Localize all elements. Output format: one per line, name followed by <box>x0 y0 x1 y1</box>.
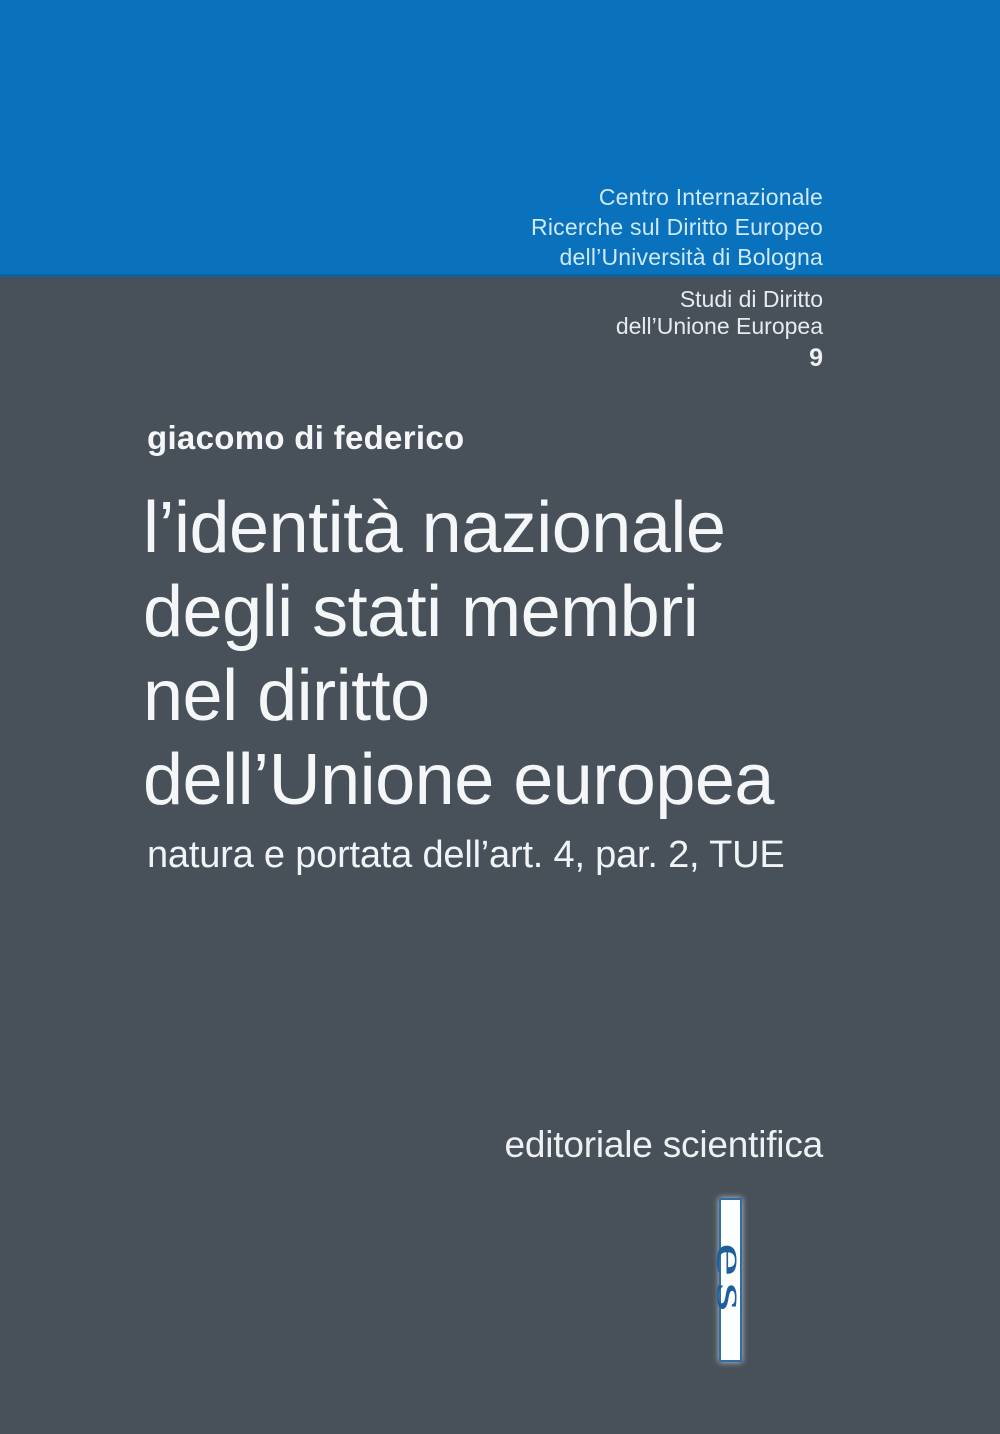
publisher-logo-monogram-icon: es <box>708 1242 754 1318</box>
publisher-name: editoriale scientifica <box>504 1124 823 1165</box>
book-subtitle: natura e portata dell’art. 4, par. 2, TUE <box>147 834 785 876</box>
title-line: dell’Unione europea <box>143 740 774 820</box>
institution-block <box>531 182 823 272</box>
series-number: 9 <box>809 344 823 372</box>
book-title <box>143 486 774 822</box>
series-line: dell’Unione Europea <box>615 313 823 339</box>
institution-line: dell’Università di Bologna <box>559 244 823 270</box>
title-line: degli stati membri <box>143 572 699 652</box>
institution-line: Centro Internazionale <box>598 184 823 210</box>
publisher-logo <box>708 1198 754 1362</box>
top-blue-band <box>0 0 1000 277</box>
series-block <box>616 286 823 372</box>
title-line: l’identità nazionale <box>143 488 726 568</box>
series-line: Studi di Diritto <box>679 286 823 312</box>
author-name: giacomo di federico <box>147 419 465 456</box>
institution-line: Ricerche sul Diritto Europeo <box>531 214 823 240</box>
title-line: nel diritto <box>143 656 430 736</box>
